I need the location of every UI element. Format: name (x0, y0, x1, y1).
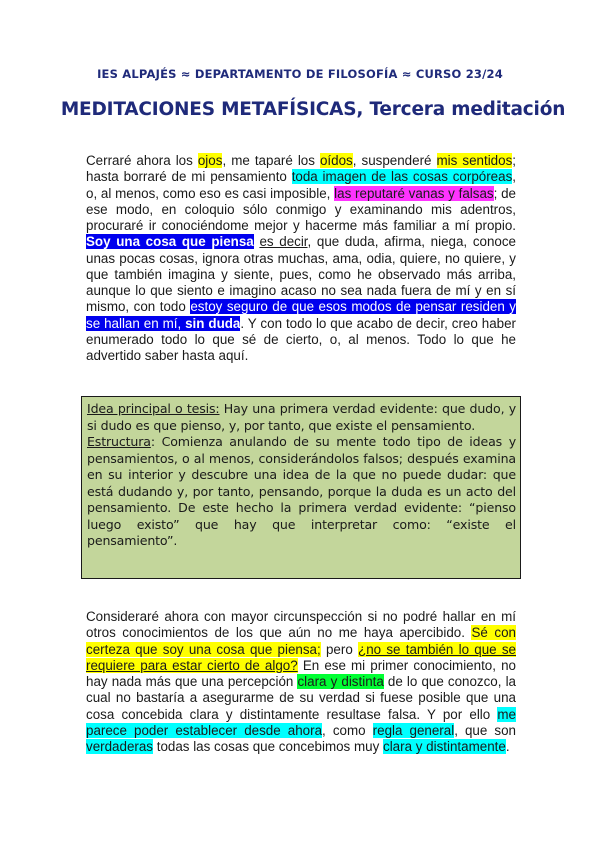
text-segment: . (505, 739, 510, 754)
text-segment: , o, al menos, como eso es casi imposible, (86, 169, 516, 201)
highlight-yellow: mis sentidos (436, 153, 513, 168)
text-segment: pero (320, 641, 359, 657)
document-title: MEDITACIONES METAFÍSICAS, Tercera meditación (60, 99, 566, 120)
institution-header: IES ALPAJÉS ≈ DEPARTAMENTO DE FILOSOFÍA ≈ CURSO 23/24 (97, 67, 503, 81)
text-segment: , me taparé los (222, 153, 320, 168)
text-segment: , que duda, afirma, niega, conoce unas pocas cosas, ignora otras muchas, ama, odia, quiere, no quiere, y que también imagina y siente, pues, como he observado más arriba, aunque lo que siento e imagino acaso no sea nada fuera de mí y en sí mismo, con todo (86, 234, 516, 315)
highlight-cyan: toda imagen de las cosas corpóreas (291, 169, 513, 185)
underlined-text: es decir (259, 234, 308, 250)
highlight-cyan: me parece poder establecer desde ahora (86, 706, 516, 738)
summary-box (81, 396, 521, 579)
thesis-label: Idea principal o tesis: (87, 401, 220, 416)
text-segment: En ese mi primer conocimiento, no hay nada más que una percepción (86, 657, 516, 689)
text-segment: de lo que conozco, la cual no bastaría a asegurarme de su verdad si fuese posible que una cosa concebida clara y distintamente resultase falsa. Y por ello (86, 674, 516, 722)
highlight-yellow: oídos (319, 153, 353, 168)
paragraph-first (86, 153, 516, 364)
text-segment: ; hasta borraré de mi pensamiento (86, 153, 516, 185)
highlight-yellow: ojos (197, 153, 223, 168)
text-segment: Cerraré ahora los (86, 153, 198, 168)
text-segment: Consideraré ahora con mayor circunspección si no podré hallar en mí otros conocimientos de los que aún no me haya apercibido. (86, 609, 516, 641)
text-segment: , suspenderé (352, 153, 437, 168)
text-segment: , que son (454, 722, 516, 738)
thesis-text: Hay una primera verdad evidente: que dudo, y si dudo es que pienso, y, por tanto, que existe el pensamiento. (87, 401, 516, 433)
text-segment: ; de ese modo, en coloquio sólo conmigo y examinando mis adentros, procuraré ir conociéndome mejor y hacerme más familiar a mí propio. (86, 185, 516, 233)
highlight-cyan: verdaderas (86, 739, 153, 754)
highlight-green: clara y distinta (297, 674, 384, 689)
structure-text: : Comienza anulando de su mente todo tipo de ideas y pensamientos, o al menos, considerándolos falsos; después examina en su interior y descubre una idea de la que no puede dudar: que está dudando y, por tanto, pensando, porque la duda es un acto del pensamiento. De este hecho la primera verdad evidente: “pienso luego existo” que hay que interpretar como: “existe el pensamiento”. (87, 434, 516, 548)
highlight-cyan: clara y distintamente (383, 739, 506, 754)
highlight-magenta: las reputaré vanas y falsas (334, 185, 494, 201)
highlight-blue: estoy seguro de que esos modos de pensar residen y se hallan en mí, (86, 299, 516, 331)
highlight-yellow-underlined: ¿no se también lo que se requiere para estar cierto de algo? (86, 641, 516, 673)
highlight-yellow: Sé con certeza que soy una cosa que piensa; (86, 625, 516, 657)
highlight-cyan: regla general (372, 722, 455, 738)
text-segment: . Y con todo lo que acabo de decir, creo haber enumerado todo lo que sé de cierto, o, al menos. Todo lo que he advertido saber hasta aquí. (86, 315, 516, 363)
text-segment: todas las cosas que concebimos muy (153, 739, 383, 754)
text-segment: , como (322, 722, 373, 738)
highlight-blue-bold: sin duda (185, 315, 241, 331)
paragraph-second (86, 609, 516, 755)
structure-label: Estructura (87, 434, 151, 449)
highlight-blue-bold: Soy una cosa que piensa (86, 234, 254, 250)
